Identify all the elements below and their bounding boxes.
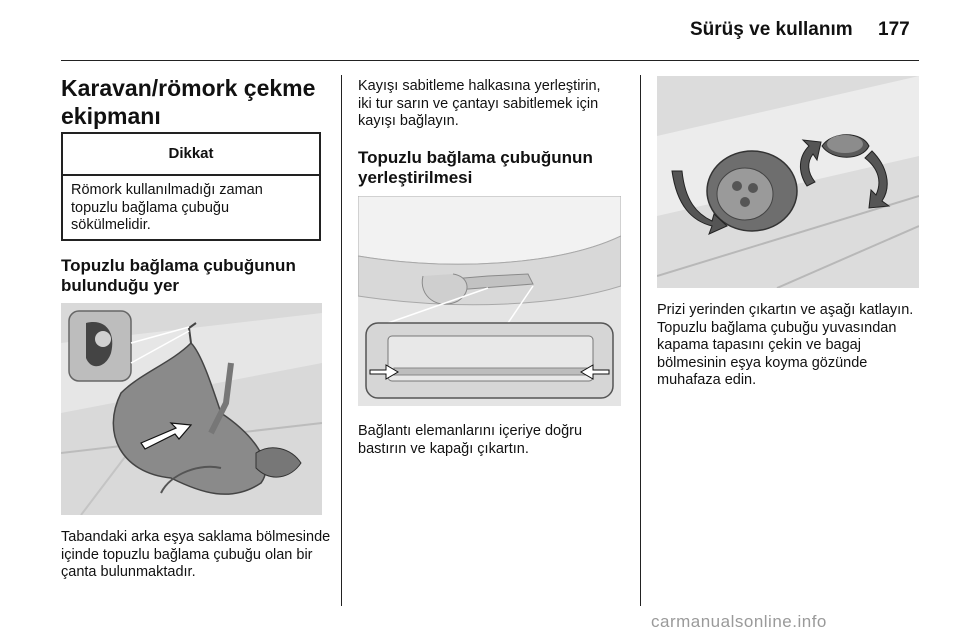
notice-divider — [63, 174, 319, 176]
page-header-title: Sürüş ve kullanım — [690, 19, 853, 40]
figure-bumper-cover — [358, 196, 621, 406]
section-title: Karavan/römork çekme ekipmanı — [61, 75, 316, 129]
bumper-cover-illustration — [358, 196, 621, 406]
heading-towbar-location: Topuzlu bağlama çubuğunun bulunduğu yer — [61, 256, 296, 295]
caption-remove-cover: Bağlantı elemanlarını içeriye doğru bastırın ve kapağı çıkartın. — [358, 423, 583, 457]
notice-box — [61, 132, 321, 241]
header-rule — [61, 60, 919, 61]
heading-towbar-installation: Topuzlu bağlama çubuğunun yerleştirilmesi — [358, 148, 593, 187]
notice-title: Dikkat — [168, 145, 214, 162]
figure-socket-fold — [657, 76, 919, 288]
page-number: 177 — [878, 19, 910, 40]
figure-towbar-bag — [61, 303, 322, 515]
caption-socket-instructions: Prizi yerinden çıkartın ve aşağı katlayın. Topuzlu bağlama çubuğu yuvasından kapama tapasını çekin ve bagaj bölmesinin eşya koyma gözünde muhafaza edin. — [657, 302, 914, 388]
socket-fold-illustration — [657, 76, 919, 288]
towbar-bag-illustration — [61, 303, 322, 515]
notice-text: Römork kullanılmadığı zaman topuzlu bağlama çubuğu sökülmelidir. — [71, 182, 263, 233]
column-divider-left — [341, 75, 342, 606]
watermark: carmanualsonline.info — [651, 612, 827, 631]
column-divider-right — [640, 75, 641, 606]
caption-bag-location: Tabandaki arka eşya saklama bölmesinde içinde topuzlu bağlama çubuğu olan bir çanta bulunmaktadır. — [61, 529, 331, 580]
intro-strap-instructions: Kayışı sabitleme halkasına yerleştirin, iki tur sarın ve çantayı sabitlemek için kayışı bağlayın. — [358, 78, 601, 129]
